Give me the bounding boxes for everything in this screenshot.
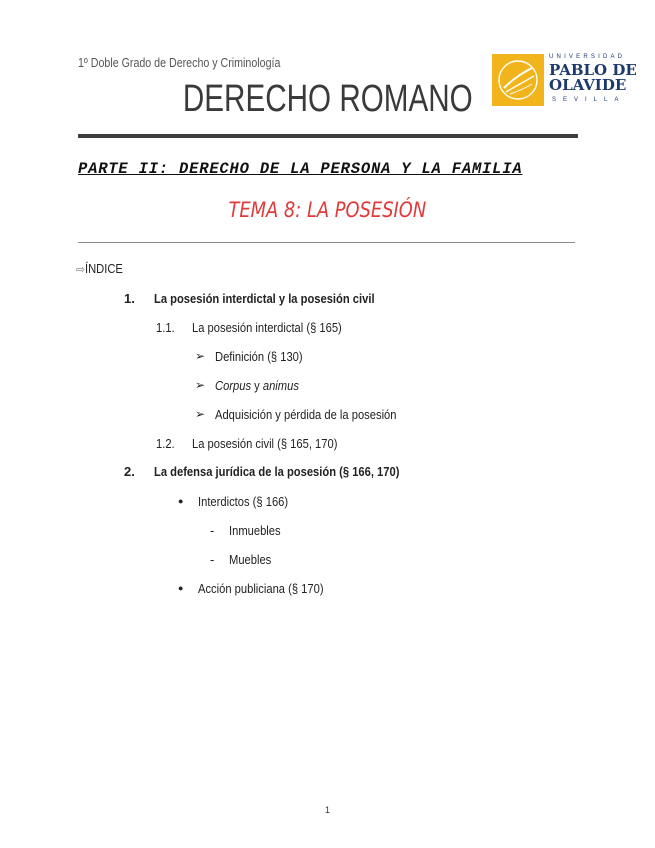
tema-heading-text: TEMA 8: LA POSESIÓN (228, 198, 427, 222)
list-item-text: Muebles (229, 552, 272, 567)
dash-bullet-icon: - (210, 552, 215, 567)
logo-text-main (549, 63, 637, 93)
index-label: ÍNDICE (85, 261, 124, 276)
list-item-text: La posesión civil (§ 165, 170) (192, 436, 338, 451)
logo-text-main-2: OLAVIDE (549, 76, 627, 94)
list-item-text: Adquisición y pérdida de la posesión (215, 407, 397, 422)
logo-text-main-1: PABLO DE (549, 61, 637, 79)
logo-text-top: UNIVERSIDAD (549, 54, 626, 60)
arrowhead-bullet-icon: ➢ (195, 378, 206, 392)
tema-heading (0, 198, 655, 222)
arrowhead-bullet-icon: ➢ (195, 407, 206, 421)
list-item-text: Inmuebles (229, 523, 281, 538)
dash-bullet-icon: - (210, 523, 215, 538)
list-marker: 1.1. (156, 320, 175, 335)
course-subtitle: 1º Doble Grado de Derecho y Criminología (78, 55, 281, 70)
bullet-dot-icon: ● (178, 583, 184, 593)
section-divider (78, 242, 575, 243)
list-item-text: La defensa jurídica de la posesión (§ 166, 170) (154, 464, 400, 479)
part-heading: PARTE II: DERECHO DE LA PERSONA Y LA FAMILIA (78, 160, 523, 178)
list-item-text: Interdictos (§ 166) (198, 494, 289, 509)
list-item-conjunction: y (251, 378, 263, 393)
title-divider (78, 134, 578, 138)
list-marker: 1.2. (156, 436, 175, 451)
list-item-text: Definición (§ 130) (215, 349, 303, 364)
arrowhead-bullet-icon: ➢ (195, 349, 206, 363)
document-title-text: DERECHO ROMANO (182, 78, 473, 120)
list-item-text: La posesión interdictal y la posesión civil (154, 291, 375, 306)
list-item-text: Acción publiciana (§ 170) (198, 581, 324, 596)
bullet-dot-icon: ● (178, 496, 184, 506)
list-item-italic-corpus: Corpus (215, 378, 252, 393)
arrow-right-icon: ⇨ (76, 264, 86, 276)
index-heading (76, 261, 129, 276)
list-item-text: La posesión interdictal (§ 165) (192, 320, 342, 335)
university-logo (492, 54, 637, 106)
list-item-italic-animus: animus (262, 378, 299, 393)
logo-emblem-icon (492, 54, 544, 106)
list-marker: 1. (124, 291, 135, 306)
list-marker: 2. (124, 464, 135, 479)
page-number: 1 (324, 805, 330, 815)
logo-text-bottom: SEVILLA (552, 97, 626, 103)
